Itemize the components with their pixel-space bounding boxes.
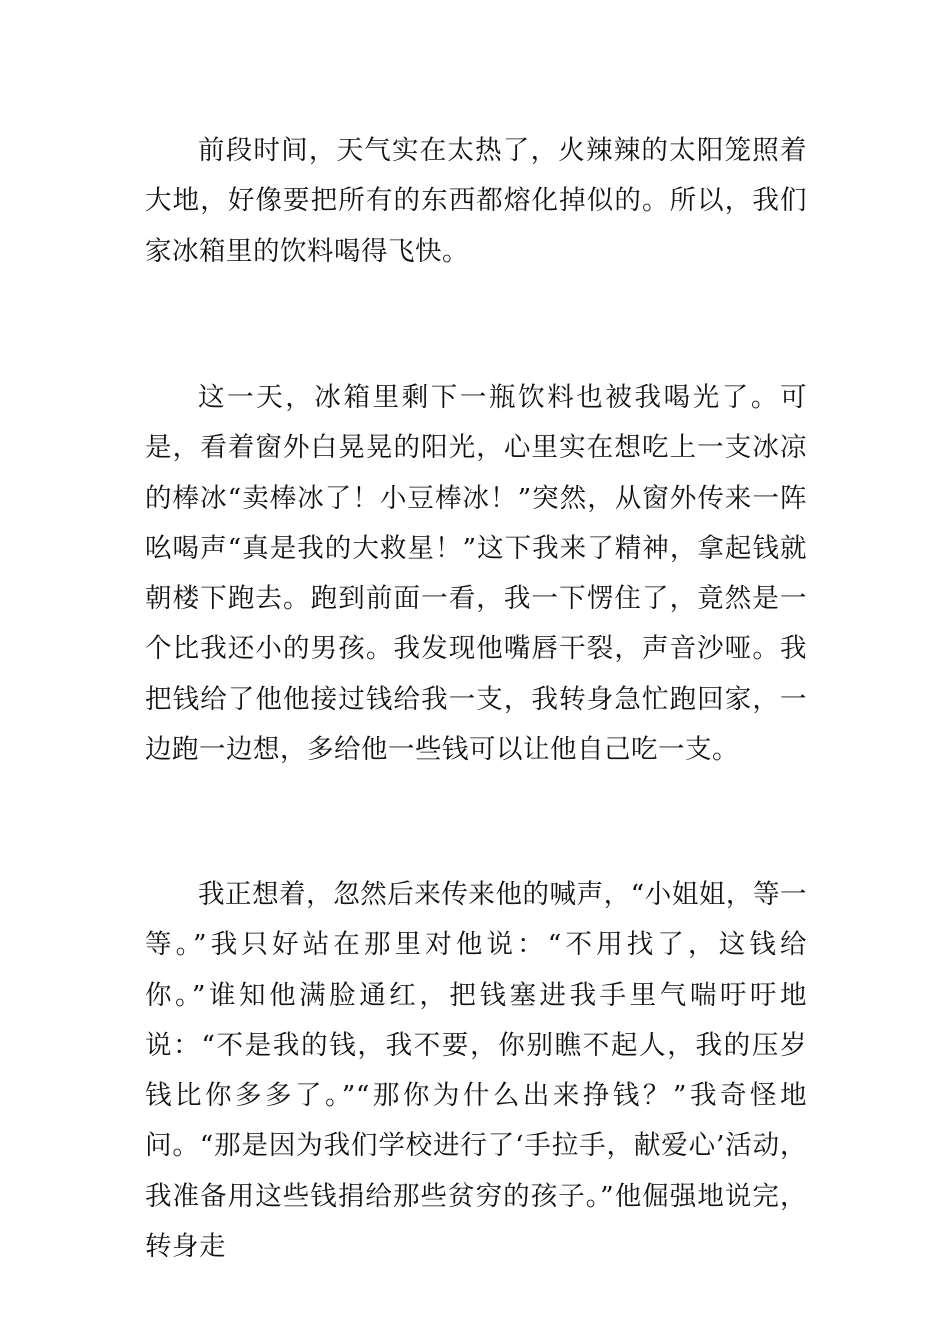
paragraph-3: 我正想着，忽然后来传来他的喊声，“小姐姐，等一等。”我只好站在那里对他说：“不用找了，这钱给你。”谁知他满脸通红，把钱塞进我手里气喘吁吁地说：“不是我的钱，我不要，你别瞧不起人，我的压岁钱比你多多了。”“那你为什么出来挣钱？”我奇怪地问。“那是因为我们学校进行了‘手拉手，献爱心’活动，我准备用这些钱捐给那些贫穷的孩子。”他倔强地说完，转身走: [145, 879, 807, 1263]
paragraph-2: 这一天，冰箱里剩下一瓶饮料也被我喝光了。可是，看着窗外白晃晃的阳光，心里实在想吃上一支冰凉的棒冰“卖棒冰了！小豆棒冰！”突然，从窗外传来一阵吆喝声“真是我的大救星！”这下我来了精神，拿起钱就朝楼下跑去。跑到前面一看，我一下愣住了，竟然是一个比我还小的男孩。我发现他嘴唇干裂，声音沙哑。我把钱给了他他接过钱给我一支，我转身急忙跑回家，一边跑一边想，多给他一些钱可以让他自己吃一支。: [145, 382, 807, 766]
paragraph-1: 前段时间，天气实在太热了，火辣辣的太阳笼照着大地，好像要把所有的东西都熔化掉似的。所以，我们家冰箱里的饮料喝得飞快。: [145, 135, 807, 267]
